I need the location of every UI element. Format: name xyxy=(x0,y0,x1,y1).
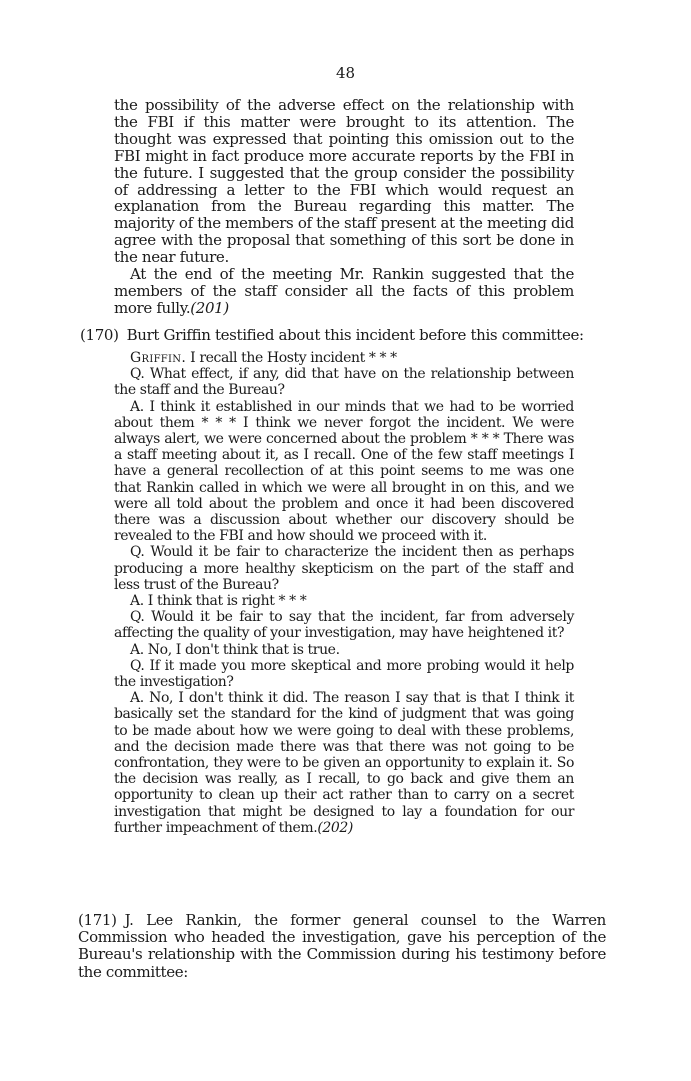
footnote-ref: (202) xyxy=(317,819,353,836)
page-number: 48 xyxy=(335,64,356,82)
speaker-line xyxy=(114,350,574,366)
speaker-statement: I recall the Hosty incident * * * xyxy=(190,350,397,366)
continued-narrative xyxy=(114,97,574,317)
section-text: J. Lee Rankin, the former general counsel to the Warren Commission who headed the investigation, gave his perception of the Bureau's relationship with the Commission during his testimony before the committee: xyxy=(78,911,606,981)
answer: A. I think it established in our minds that we had to be worried about them * * * I think we never forgot the incident. We were always alert, we were concerned about the problem * * * There was a staff meeting about it, as I recall. One of the few staff meetings I have a general recollection of at this point seems to me was one that Rankin called in which we were all brought in on this, and we were all told about the problem and once it had been discovered there was a discussion about whether our discovery should be revealed to the FBI and how should we proceed with it. xyxy=(114,398,574,545)
section-intro: Burt Griffin testified about this incident before this committee: xyxy=(126,326,584,344)
section-171 xyxy=(78,912,606,981)
question: Q. If it made you more skeptical and more probing would it help the investigation? xyxy=(114,657,574,691)
griffin-testimony xyxy=(114,350,574,836)
answer xyxy=(114,690,574,836)
paragraph-text: At the end of the meeting Mr. Rankin suggested that the members of the staff consider all the facts of this problem more fully. xyxy=(114,265,574,317)
question: Q. Would it be fair to say that the incident, far from adversely affecting the quality of your investigation, may have heightened it? xyxy=(114,609,574,642)
footnote-ref: (201) xyxy=(190,298,229,317)
paragraph: the possibility of the adverse effect on the relationship with the FBI if this matter were brought to its attention. The thought was expressed that pointing this omission out to the FBI might in fact produce more accurate reports by the FBI in the future. I suggested that the group consider the possibility of addressing a letter to the FBI which would request an explanation from the Bureau regarding this matter. The majority of the members of the staff present at the meeting did agree with the proposal that something of this sort be done in the near future. xyxy=(114,96,574,267)
section-number: (170) xyxy=(80,326,119,344)
answer-text: A. No, I don't think it did. The reason I say that is that I think it basically set the standard for the kind of judgment that was going to be made about how we were going to deal with these problems, and the decision made there was that there was not going to be confrontation, they were to be given an opportunity to explain it. So the decision was really, as I recall, to go back and give them an opportunity to clean up their act rather than to carry on a secret investigation that might be designed to lay a foundation for our further impeachment of them. xyxy=(114,690,574,836)
section-170-intro xyxy=(80,327,584,344)
speaker-name: Griffin. xyxy=(130,350,187,366)
paragraph xyxy=(114,266,574,317)
answer: A. No, I don't think that is true. xyxy=(130,641,340,658)
section-number: (171) xyxy=(78,911,117,929)
question: Q. What effect, if any, did that have on the relationship between the staff and the Bureau? xyxy=(114,366,574,399)
answer: A. I think that is right * * * xyxy=(130,593,307,610)
question: Q. Would it be fair to characterize the incident then as perhaps producing a more healthy skepticism on the part of the staff and less trust of the Bureau? xyxy=(114,544,574,593)
